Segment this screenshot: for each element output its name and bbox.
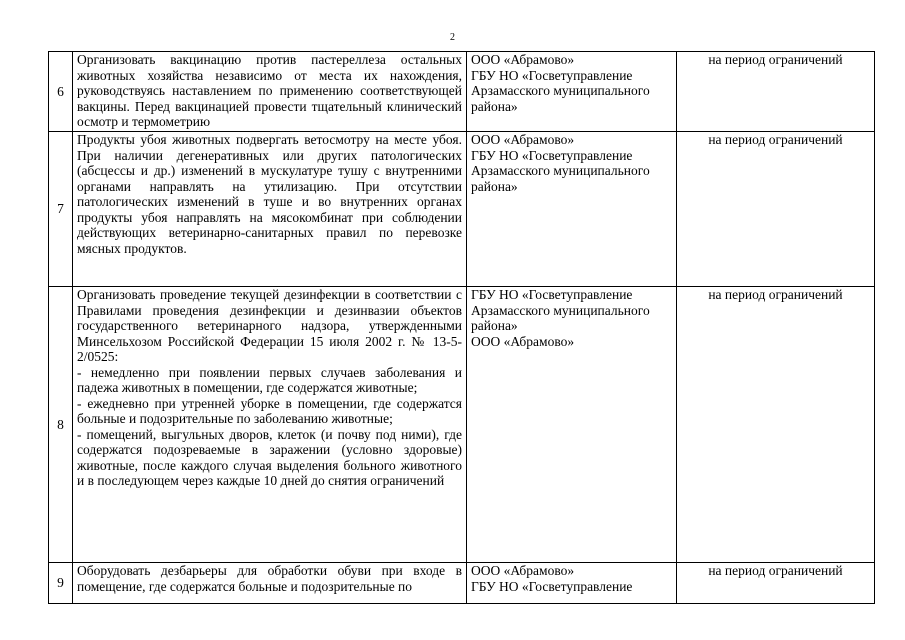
measure-text xyxy=(73,287,467,563)
table-row xyxy=(49,287,875,563)
term-cell: на период ограничений xyxy=(677,132,875,287)
responsible-cell xyxy=(467,52,677,132)
responsible-party: ООО «Абрамово» xyxy=(471,563,575,578)
table-row xyxy=(49,132,875,287)
measure-text: Организовать вакцинацию против пастереллеза остальных животных хозяйства независимо от места их нахождения, руководствуясь наставлением по применению соответствующей вакцины. Перед вакцинацией провести тщательный клинический осмотр и термометрию xyxy=(73,52,467,132)
term-cell: на период ограничений xyxy=(677,287,875,563)
responsible-party: ГБУ НО «Госветуправление xyxy=(471,578,633,594)
responsible-party: ГБУ НО «Госветуправление Арзамасского муниципального района» xyxy=(471,287,650,333)
measure-paragraph: - ежедневно при утренней уборке в помещении, где содержатся больные и подозрительные по заболеванию животные; xyxy=(77,395,462,426)
responsible-party: ООО «Абрамово» xyxy=(471,52,575,67)
measure-text: Продукты убоя животных подвергать ветосмотру на месте убоя. При наличии дегенеративных или других патологических (абсцессы и др.) изменений в мускулатуре тушу с внутренними органами направлять на утилизацию. При отсутствии патологических изменений в туше и во внутренних органах продукты убоя направлять на мясокомбинат при соблюдении действующих ветеринарно-санитарных правил по перевозке мясных продуктов. xyxy=(73,132,467,287)
responsible-party: ООО «Абрамово» xyxy=(471,333,575,349)
responsible-party: ООО «Абрамово» xyxy=(471,132,575,147)
measure-text: Оборудовать дезбарьеры для обработки обуви при входе в помещение, где содержатся больные и подозрительные по xyxy=(73,563,467,604)
row-number: 8 xyxy=(49,287,73,563)
row-number: 9 xyxy=(49,563,73,604)
measures-table xyxy=(48,51,875,604)
measure-paragraph: - немедленно при появлении первых случаев заболевания и падежа животных в помещении, где содержатся животные; xyxy=(77,364,462,395)
measure-paragraph: Организовать проведение текущей дезинфекции в соответствии с Правилами проведения дезинфекции и дезинвазии объектов государственного ветеринарного надзора, утвержденными Минсельхозом Российской Федерации 15 июля 2002 г. № 13-5-2/0525: xyxy=(77,287,462,364)
row-number: 7 xyxy=(49,132,73,287)
table-row xyxy=(49,52,875,132)
term-cell: на период ограничений xyxy=(677,563,875,604)
row-number: 6 xyxy=(49,52,73,132)
responsible-cell xyxy=(467,287,677,563)
responsible-party: ГБУ НО «Госветуправление Арзамасского муниципального района» xyxy=(471,67,650,114)
page-number: 2 xyxy=(450,32,455,43)
responsible-party: ГБУ НО «Госветуправление Арзамасского муниципального района» xyxy=(471,147,650,194)
term-cell: на период ограничений xyxy=(677,52,875,132)
table-row xyxy=(49,563,875,604)
measure-paragraph: - помещений, выгульных дворов, клеток (и почву под ними), где содержатся подозреваемые в заражении (условно здоровые) животные, после каждого случая выделения больного животного и в последующем через каждые 10 дней до снятия ограничений xyxy=(77,426,462,488)
responsible-cell xyxy=(467,563,677,604)
responsible-cell xyxy=(467,132,677,287)
